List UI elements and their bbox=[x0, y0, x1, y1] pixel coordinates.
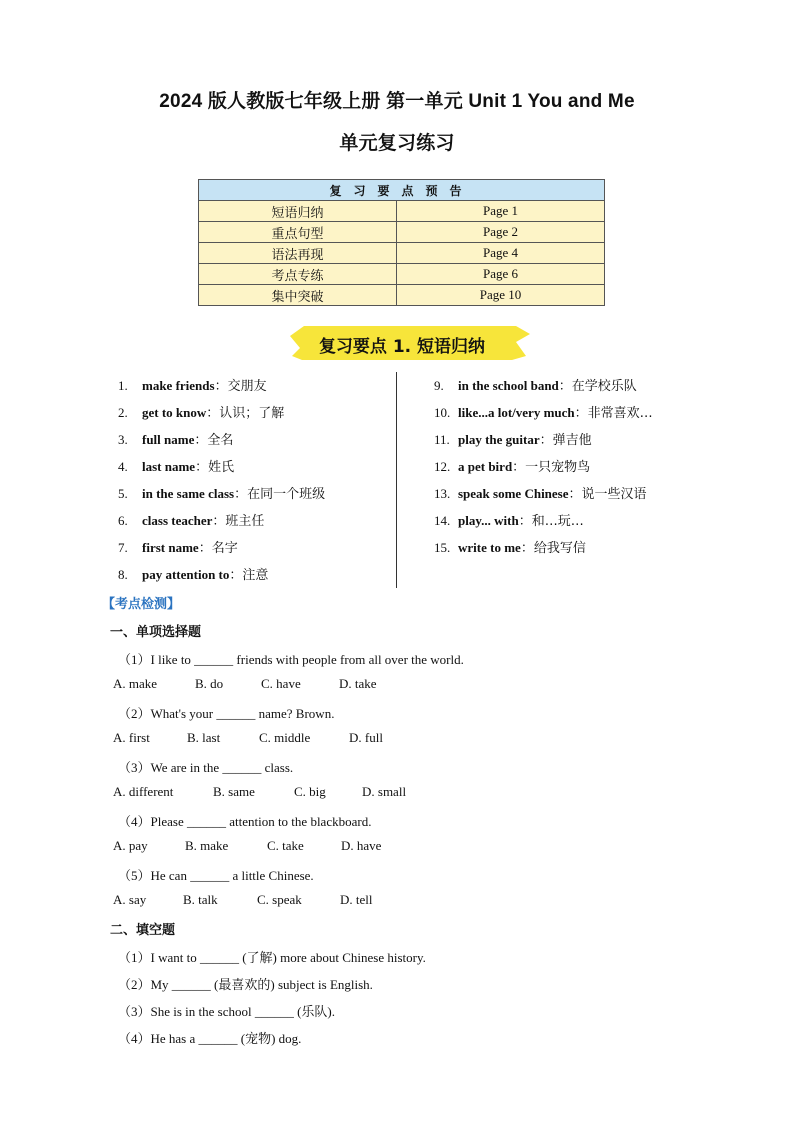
list-item: 2. get to know：认识；了解 bbox=[118, 405, 285, 421]
check-section-tag: 【考点检测】 bbox=[102, 597, 181, 612]
outline-row: 重点句型 Page 2 bbox=[199, 222, 605, 243]
fill-question: （3）She is in the school ______ (乐队). bbox=[118, 1004, 336, 1019]
part1-heading: 一、单项选择题 bbox=[110, 625, 202, 640]
fill-question: （2）My ______ (最喜欢的) subject is English. bbox=[118, 977, 373, 992]
question-options: A. pay B. make C. take D. have bbox=[113, 838, 382, 853]
list-item: 7. first name：名字 bbox=[118, 540, 238, 556]
list-item: 13. speak some Chinese：说一些汉语 bbox=[434, 486, 647, 502]
phrase-list-right bbox=[434, 372, 653, 561]
fill-question: （1）I want to ______ (了解) more about Chinese history. bbox=[118, 950, 426, 965]
document-subtitle: 单元复习练习 bbox=[339, 133, 455, 154]
list-item: 12. a pet bird：一只宠物鸟 bbox=[434, 459, 591, 475]
question-options: A. different B. same C. big D. small bbox=[113, 784, 407, 799]
list-item: 8. pay attention to：注意 bbox=[118, 567, 269, 583]
question-options: A. make B. do C. have D. take bbox=[113, 676, 377, 691]
question-options: A. first B. last C. middle D. full bbox=[113, 730, 383, 745]
review-outline-table bbox=[198, 179, 605, 306]
list-item: 11. play the guitar：弹吉他 bbox=[434, 432, 592, 448]
document-title: 2024 版人教版七年级上册 第一单元 Unit 1 You and Me bbox=[159, 91, 635, 112]
question-stem: （2）What's your ______ name? Brown. bbox=[118, 706, 335, 721]
outline-row: 语法再现 Page 4 bbox=[199, 243, 605, 264]
section-banner bbox=[290, 320, 530, 364]
list-item: 6. class teacher：班主任 bbox=[118, 513, 265, 529]
list-item: 3. full name：全名 bbox=[118, 432, 234, 448]
question-stem: （4）Please ______ attention to the blackboard. bbox=[118, 814, 372, 829]
outline-row: 集中突破 Page 10 bbox=[199, 285, 605, 306]
question-options: A. say B. talk C. speak D. tell bbox=[113, 892, 373, 907]
banner-label: 复习要点 1. 短语归纳 bbox=[318, 337, 486, 357]
fill-question: （4）He has a ______ (宠物) dog. bbox=[118, 1031, 302, 1046]
part2-heading: 二、填空题 bbox=[110, 923, 176, 938]
list-item: 14. play... with：和…玩… bbox=[434, 513, 584, 529]
list-item: 15. write to me：给我写信 bbox=[434, 540, 586, 556]
question-stem: （1）I like to ______ friends with people from all over the world. bbox=[118, 652, 464, 667]
list-item: 10. like...a lot/very much：非常喜欢… bbox=[434, 405, 653, 421]
outline-row: 短语归纳 Page 1 bbox=[199, 201, 605, 222]
question-stem: （5）He can ______ a little Chinese. bbox=[118, 868, 314, 883]
outline-header: 复习要点预告 bbox=[199, 180, 605, 201]
list-item: 5. in the same class：在同一个班级 bbox=[118, 486, 326, 502]
phrase-list-left bbox=[118, 372, 325, 588]
question-stem: （3）We are in the ______ class. bbox=[118, 760, 294, 775]
list-item: 9. in the school band：在学校乐队 bbox=[434, 378, 637, 394]
outline-row: 考点专练 Page 6 bbox=[199, 264, 605, 285]
list-item: 1. make friends：交朋友 bbox=[118, 378, 267, 394]
list-item: 4. last name：姓氏 bbox=[118, 459, 235, 475]
column-divider bbox=[396, 372, 397, 588]
